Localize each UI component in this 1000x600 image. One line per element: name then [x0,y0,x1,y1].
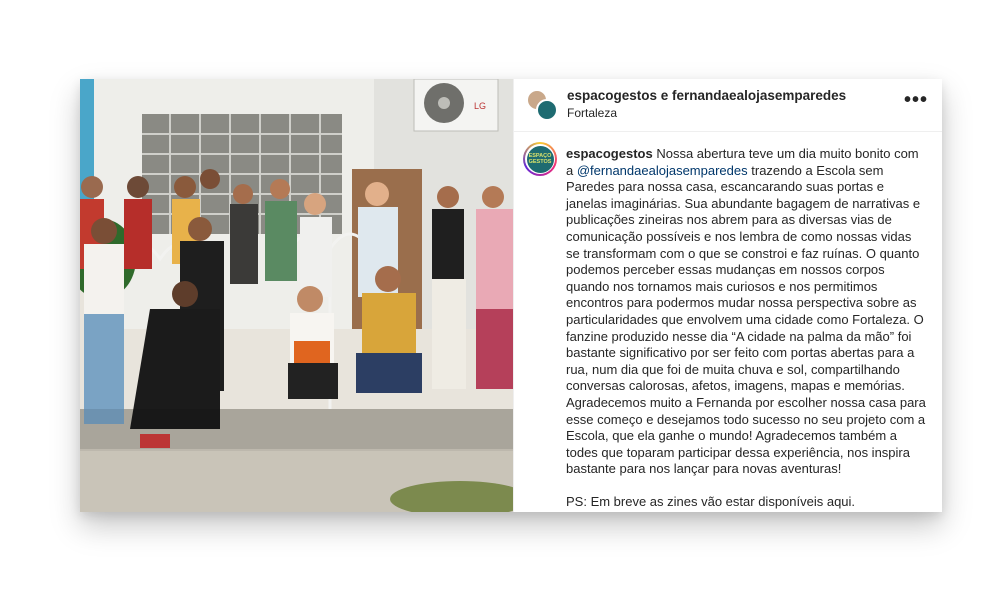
group-photo-illustration [80,79,513,512]
caption-mention-link[interactable]: @fernandaealojasemparedes [576,162,748,178]
collab-avatars[interactable] [526,89,558,121]
post-caption [566,146,926,510]
caption-text-after: trazendo a Escola sem Paredes para nossa casa, escancarando suas portas e janelas imaginárias. Sua abundante bagagem de narrativas e publicações zineiras nos abrem para as diversas vias de comunicação possíveis e nos lembra de como nossas vidas se transformam com o que se constroi e faz ruínas. O quanto podemos perceber essas mudanças em nossos corpos quando nos tornamos mais curiosos e nos permitimos encontros para podermos mudar nossa perspectiva sobre as particularidades que envolvem uma cidade como Fortaleza. O fanzine produzido nesse dia “A cidade na palma da mão” foi bastante significativo por ser feito com portas abertas para a rua, num dia que foi de muita chuva e sol, compartilhando conversas calorosas, afetos, imagens, mapas e memórias. Agradecemos muito a Fernanda por escolher nossa casa para esse começo e desejamos todo sucesso no seu projeto com a Escola, que ela ganhe o mundo! Agradecemos também a todes que toparam participar dessa experiência, nos inspira bastante para nos lançar para novas aventuras! [566,162,926,477]
espaco-gestos-logo-icon: ESPAÇO GESTOS [527,146,554,173]
post-location[interactable]: Fortaleza [567,106,618,120]
more-options-icon[interactable]: ••• [903,89,928,111]
instagram-post [80,79,942,512]
avatar[interactable] [536,99,558,121]
caption-ps: PS: Em breve as zines vão estar disponíveis aqui. [566,493,856,509]
author-avatar[interactable] [523,142,557,176]
post-usernames[interactable]: espacogestos e fernandaealojasemparedes [567,88,847,103]
post-sidebar [513,79,942,512]
post-photo[interactable] [80,79,513,512]
caption-text-before: Nossa abertura teve um dia muito bonito com a [566,146,919,178]
ac-brand-label: LG [474,101,487,111]
caption-author[interactable]: espacogestos [566,146,653,161]
post-header [514,79,942,132]
